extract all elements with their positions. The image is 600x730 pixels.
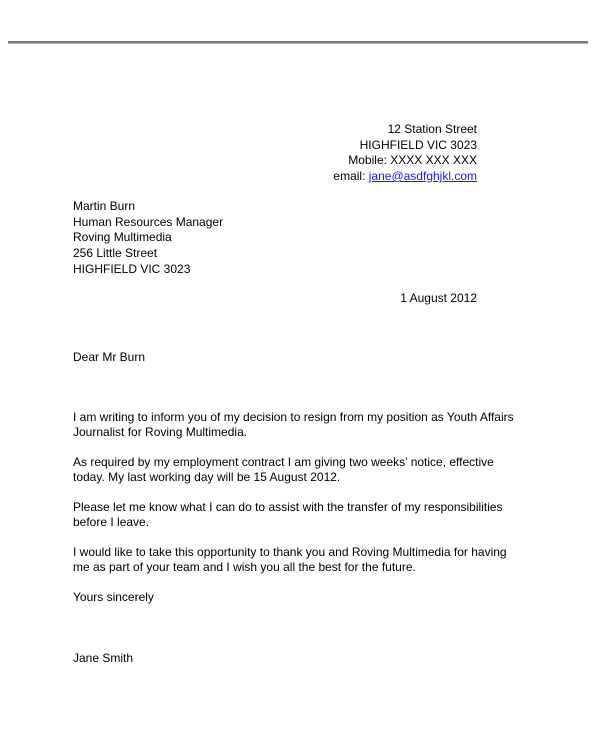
recipient-company: Roving Multimedia	[73, 230, 172, 244]
sender-email-label: email:	[333, 169, 369, 183]
sender-suburb: HIGHFIELD VIC 3023	[359, 138, 477, 152]
sender-email-link[interactable]: jane@asdfghjkl.com	[368, 169, 477, 183]
recipient-street: 256 Little Street	[73, 246, 158, 260]
paragraph-3-line-2: before I leave.	[73, 515, 150, 529]
letter-date: 1 August 2012	[400, 291, 477, 305]
salutation: Dear Mr Burn	[73, 350, 146, 364]
paragraph-1-line-1: I am writing to inform you of my decision to resign from my position as Youth Affairs	[73, 410, 514, 424]
paragraph-3-line-1: Please let me know what I can do to assist with the transfer of my responsibilities	[73, 500, 503, 514]
paragraph-4-line-1: I would like to take this opportunity to thank you and Roving Multimedia for having	[73, 545, 507, 559]
sender-mobile: Mobile: XXXX XXX XXX	[348, 153, 477, 167]
sender-email-line	[333, 168, 477, 184]
sender-street: 12 Station Street	[387, 122, 477, 136]
paragraph-2-line-2: today. My last working day will be 15 August 2012.	[73, 470, 341, 484]
paragraph-1-line-2: Journalist for Roving Multimedia.	[73, 425, 248, 439]
paragraph-2-line-1: As required by my employment contract I am giving two weeks’ notice, effective	[73, 455, 494, 469]
top-divider	[8, 41, 588, 44]
recipient-suburb: HIGHFIELD VIC 3023	[73, 262, 191, 276]
recipient-title: Human Resources Manager	[73, 215, 224, 229]
signature-name: Jane Smith	[73, 651, 134, 665]
recipient-name: Martin Burn	[73, 199, 136, 213]
paragraph-4-line-2: me as part of your team and I wish you all the best for the future.	[73, 560, 416, 574]
closing: Yours sincerely	[73, 590, 154, 604]
